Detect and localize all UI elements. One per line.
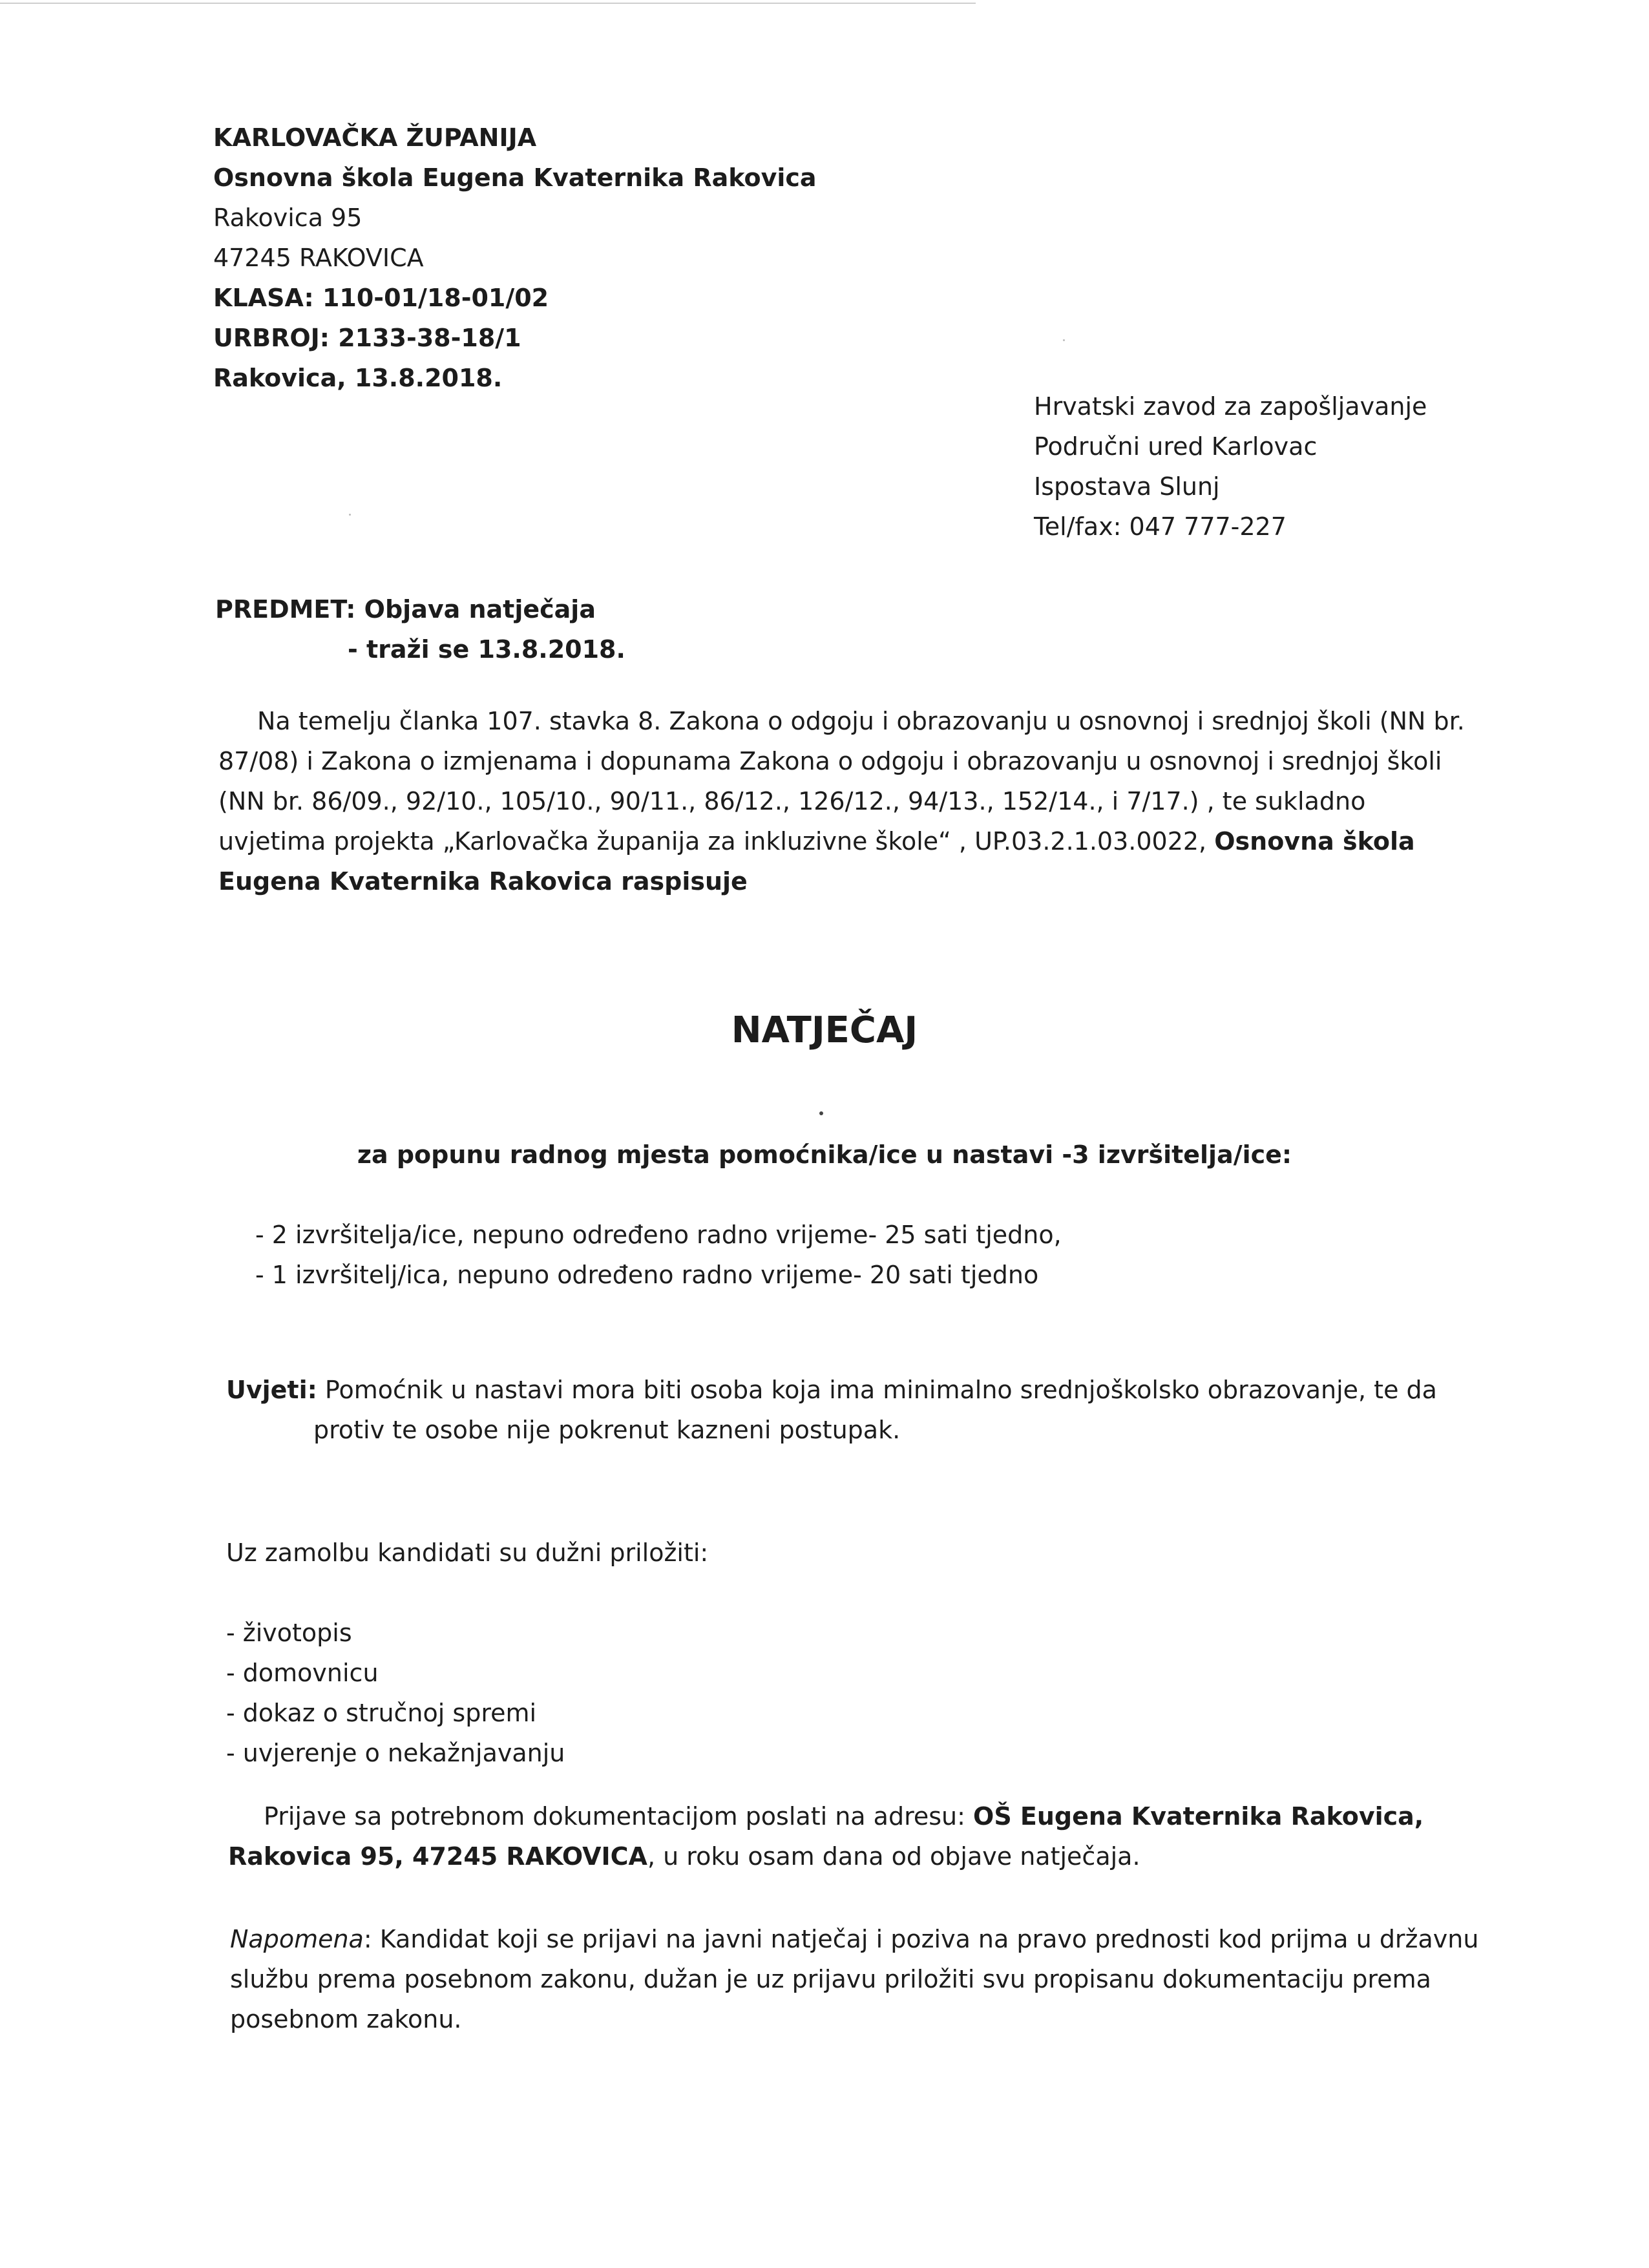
attachment-item: - životopis — [226, 1619, 352, 1647]
recipient-block — [1034, 386, 1427, 547]
recipient-line-1: Hrvatski zavod za zapošljavanje — [1034, 392, 1427, 421]
note-line-3: posebnom zakonu. — [230, 2005, 462, 2033]
note-line-2: službu prema posebnom zakonu, dužan je uz prijavu priložiti svu propisanu dokumentaciju prema — [230, 1965, 1431, 1993]
scan-speck — [349, 514, 351, 516]
attachments-list — [226, 1613, 565, 1773]
sender-school: Osnovna škola Eugena Kvaternika Rakovica — [213, 163, 817, 192]
conditions-block — [226, 1370, 1437, 1450]
note-line-1 — [230, 1919, 1478, 1959]
submission-text-1: Prijave sa potrebnom dokumentacijom poslati na adresu: — [264, 1802, 974, 1831]
submission-address-1: OŠ Eugena Kvaternika Rakovica, — [973, 1802, 1424, 1831]
sender-place-date: Rakovica, 13.8.2018. — [213, 364, 503, 392]
subject-line — [215, 589, 625, 629]
scan-edge — [0, 3, 976, 4]
sender-klasa: KLASA: 110-01/18-01/02 — [213, 284, 549, 312]
submission-line-2 — [228, 1836, 1423, 1876]
attachment-item: - uvjerenje o nekažnjavanju — [226, 1739, 565, 1767]
recipient-line-4: Tel/fax: 047 777-227 — [1034, 512, 1287, 541]
conditions-label: Uvjeti: — [226, 1376, 317, 1404]
note-block — [230, 1919, 1478, 2039]
sender-street: Rakovica 95 — [213, 204, 362, 232]
intro-line-4-text: uvjetima projekta „Karlovačka županija za inkluzivne škole“ , UP.03.2.1.03.0022, — [218, 827, 1215, 856]
recipient-line-3: Ispostava Slunj — [1034, 472, 1220, 501]
intro-line-2: 87/08) i Zakona o izmjenama i dopunama Zakona o odgoju i obrazovanju u osnovnoj i srednjoj školi — [218, 747, 1442, 775]
recipient-line-2: Područni ured Karlovac — [1034, 432, 1318, 461]
submission-address-2: Rakovica 95, 47245 RAKOVICA — [228, 1842, 647, 1871]
sender-block — [213, 118, 817, 398]
sender-city: 47245 RAKOVICA — [213, 244, 424, 272]
notice-title: NATJEČAJ — [731, 1009, 918, 1051]
conditions-text: Pomoćnik u nastavi mora biti osoba koja ima minimalno srednjoškolsko obrazovanje, te da — [317, 1376, 1437, 1404]
subject-text: Objava natječaja — [355, 595, 596, 624]
conditions-line-2: protiv te osobe nije pokrenut kazneni postupak. — [313, 1416, 901, 1444]
note-label: Napomena — [230, 1925, 364, 1953]
subject-label: PREDMET: — [215, 595, 356, 624]
submission-text-2: , u roku osam dana od objave natječaja. — [647, 1842, 1140, 1871]
sender-urbroj: URBROJ: 2133-38-18/1 — [213, 324, 521, 352]
attachment-item: - dokaz o stručnoj spremi — [226, 1699, 537, 1727]
stray-mark — [819, 1111, 823, 1115]
positions-list — [255, 1215, 1062, 1295]
intro-line-5: Eugena Kvaternika Rakovica raspisuje — [218, 867, 748, 896]
intro-line-4-bold: Osnovna škola — [1214, 827, 1415, 856]
conditions-line-1 — [226, 1370, 1437, 1410]
intro-line-1: Na temelju članka 107. stavka 8. Zakona o odgoju i obrazovanju u osnovnoj i srednjoj školi (NN br. — [257, 707, 1465, 735]
submission-block — [228, 1796, 1423, 1876]
attachments-intro: Uz zamolbu kandidati su dužni priložiti: — [226, 1538, 709, 1567]
subject-line-2: - traži se 13.8.2018. — [348, 635, 625, 664]
position-item: - 2 izvršitelja/ice, nepuno određeno radno vrijeme- 25 sati tjedno, — [255, 1221, 1062, 1249]
attachment-item: - domovnicu — [226, 1659, 379, 1687]
notice-subtitle: za popunu radnog mjesta pomoćnika/ice u nastavi -3 izvršitelja/ice: — [357, 1140, 1292, 1169]
intro-line-4 — [218, 821, 1465, 861]
scan-speck — [1063, 339, 1065, 341]
note-text-1: : Kandidat koji se prijavi na javni natječaj i poziva na pravo prednosti kod prijma u državnu — [363, 1925, 1479, 1953]
intro-paragraph — [218, 701, 1465, 901]
sender-county: KARLOVAČKA ŽUPANIJA — [213, 123, 537, 152]
subject-block — [215, 589, 625, 669]
submission-line-1 — [228, 1796, 1423, 1836]
intro-line-3: (NN br. 86/09., 92/10., 105/10., 90/11., 86/12., 126/12., 94/13., 152/14., i 7/17.) , te sukladno — [218, 787, 1366, 815]
position-item: - 1 izvršitelj/ica, nepuno određeno radno vrijeme- 20 sati tjedno — [255, 1261, 1039, 1289]
